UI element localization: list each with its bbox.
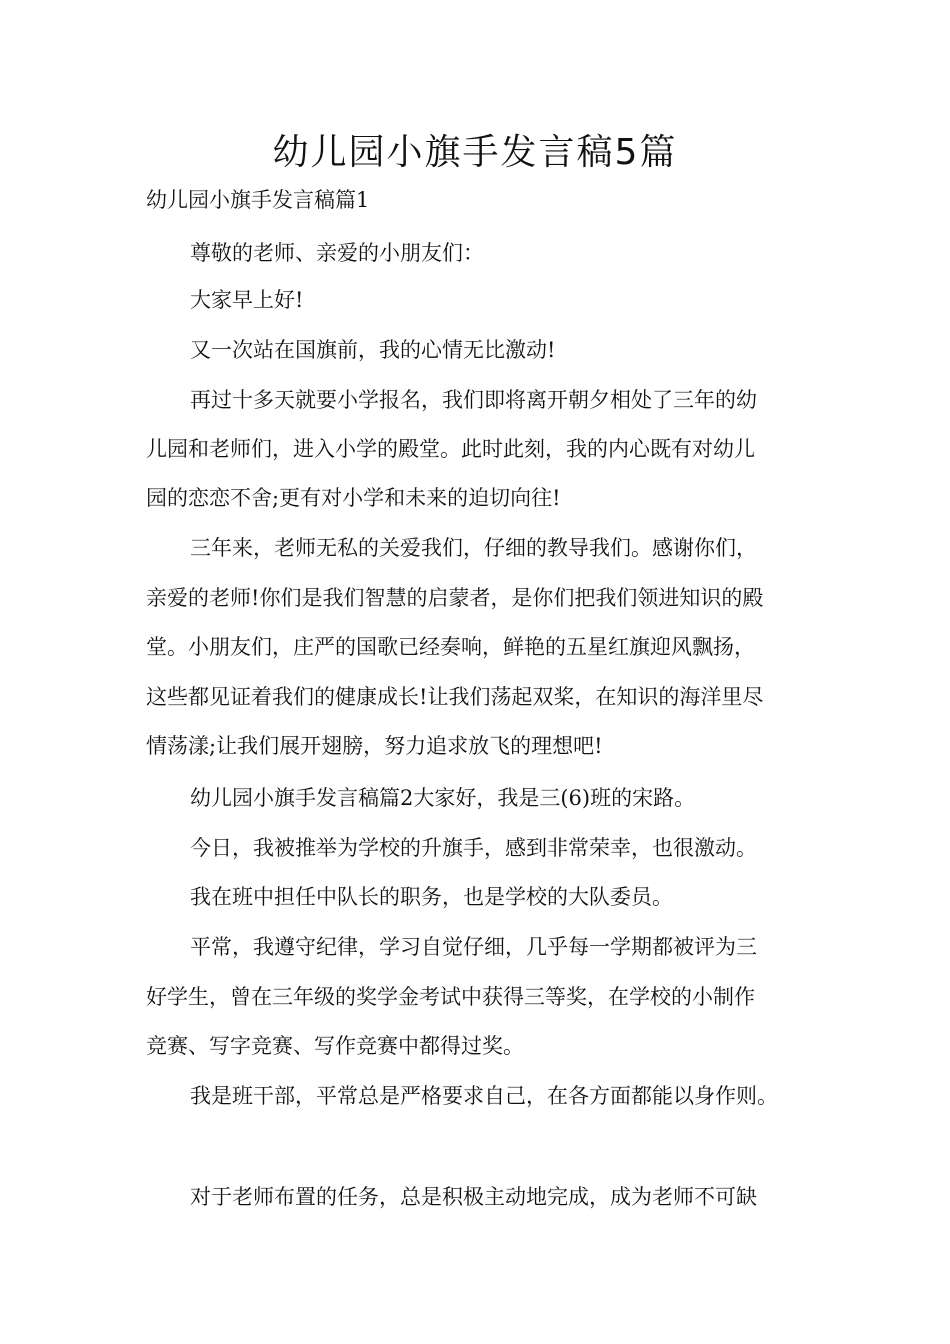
- paragraph-line: 儿园和老师们，进入小学的殿堂。此时此刻，我的内心既有对幼儿: [146, 437, 755, 461]
- paragraph-line: 园的恋恋不舍;更有对小学和未来的迫切向往!: [146, 486, 561, 510]
- paragraph-line: 我在班中担任中队长的职务，也是学校的大队委员。: [190, 885, 673, 909]
- paragraph-line: 对于老师布置的任务，总是积极主动地完成，成为老师不可缺: [190, 1185, 757, 1209]
- paragraph-line: 大家早上好!: [190, 288, 304, 312]
- paragraph-line: 平常，我遵守纪律，学习自觉仔细，几乎每一学期都被评为三: [190, 935, 757, 959]
- paragraph-line: 这些都见证着我们的健康成长!让我们荡起双桨，在知识的海洋里尽: [146, 685, 764, 709]
- paragraph-line: 情荡漾;让我们展开翅膀，努力追求放飞的理想吧!: [146, 734, 603, 758]
- paragraph-line: 竞赛、写字竞赛、写作竞赛中都得过奖。: [146, 1034, 524, 1058]
- section-heading-1: 幼儿园小旗手发言稿篇1: [146, 188, 370, 212]
- paragraph-line: 再过十多天就要小学报名，我们即将离开朝夕相处了三年的幼: [190, 388, 757, 412]
- paragraph-line: 尊敬的老师、亲爱的小朋友们：: [190, 241, 484, 265]
- document-title: 幼儿园小旗手发言稿5篇: [272, 132, 678, 173]
- paragraph-line: 又一次站在国旗前，我的心情无比激动!: [190, 338, 556, 362]
- paragraph-line: 堂。小朋友们，庄严的国歌已经奏响，鲜艳的五星红旗迎风飘扬，: [146, 635, 755, 659]
- paragraph-line: 好学生，曾在三年级的奖学金考试中获得三等奖，在学校的小制作: [146, 985, 755, 1009]
- paragraph-line: 三年来，老师无私的关爱我们，仔细的教导我们。感谢你们，: [190, 536, 757, 560]
- paragraph-line: 我是班干部，平常总是严格要求自己，在各方面都能以身作则。: [190, 1084, 778, 1108]
- section-heading-2: 幼儿园小旗手发言稿篇2大家好，我是三(6)班的宋路。: [190, 786, 696, 810]
- paragraph-line: 今日，我被推举为学校的升旗手，感到非常荣幸，也很激动。: [190, 836, 757, 860]
- paragraph-line: 亲爱的老师!你们是我们智慧的启蒙者，是你们把我们领进知识的殿: [146, 586, 764, 610]
